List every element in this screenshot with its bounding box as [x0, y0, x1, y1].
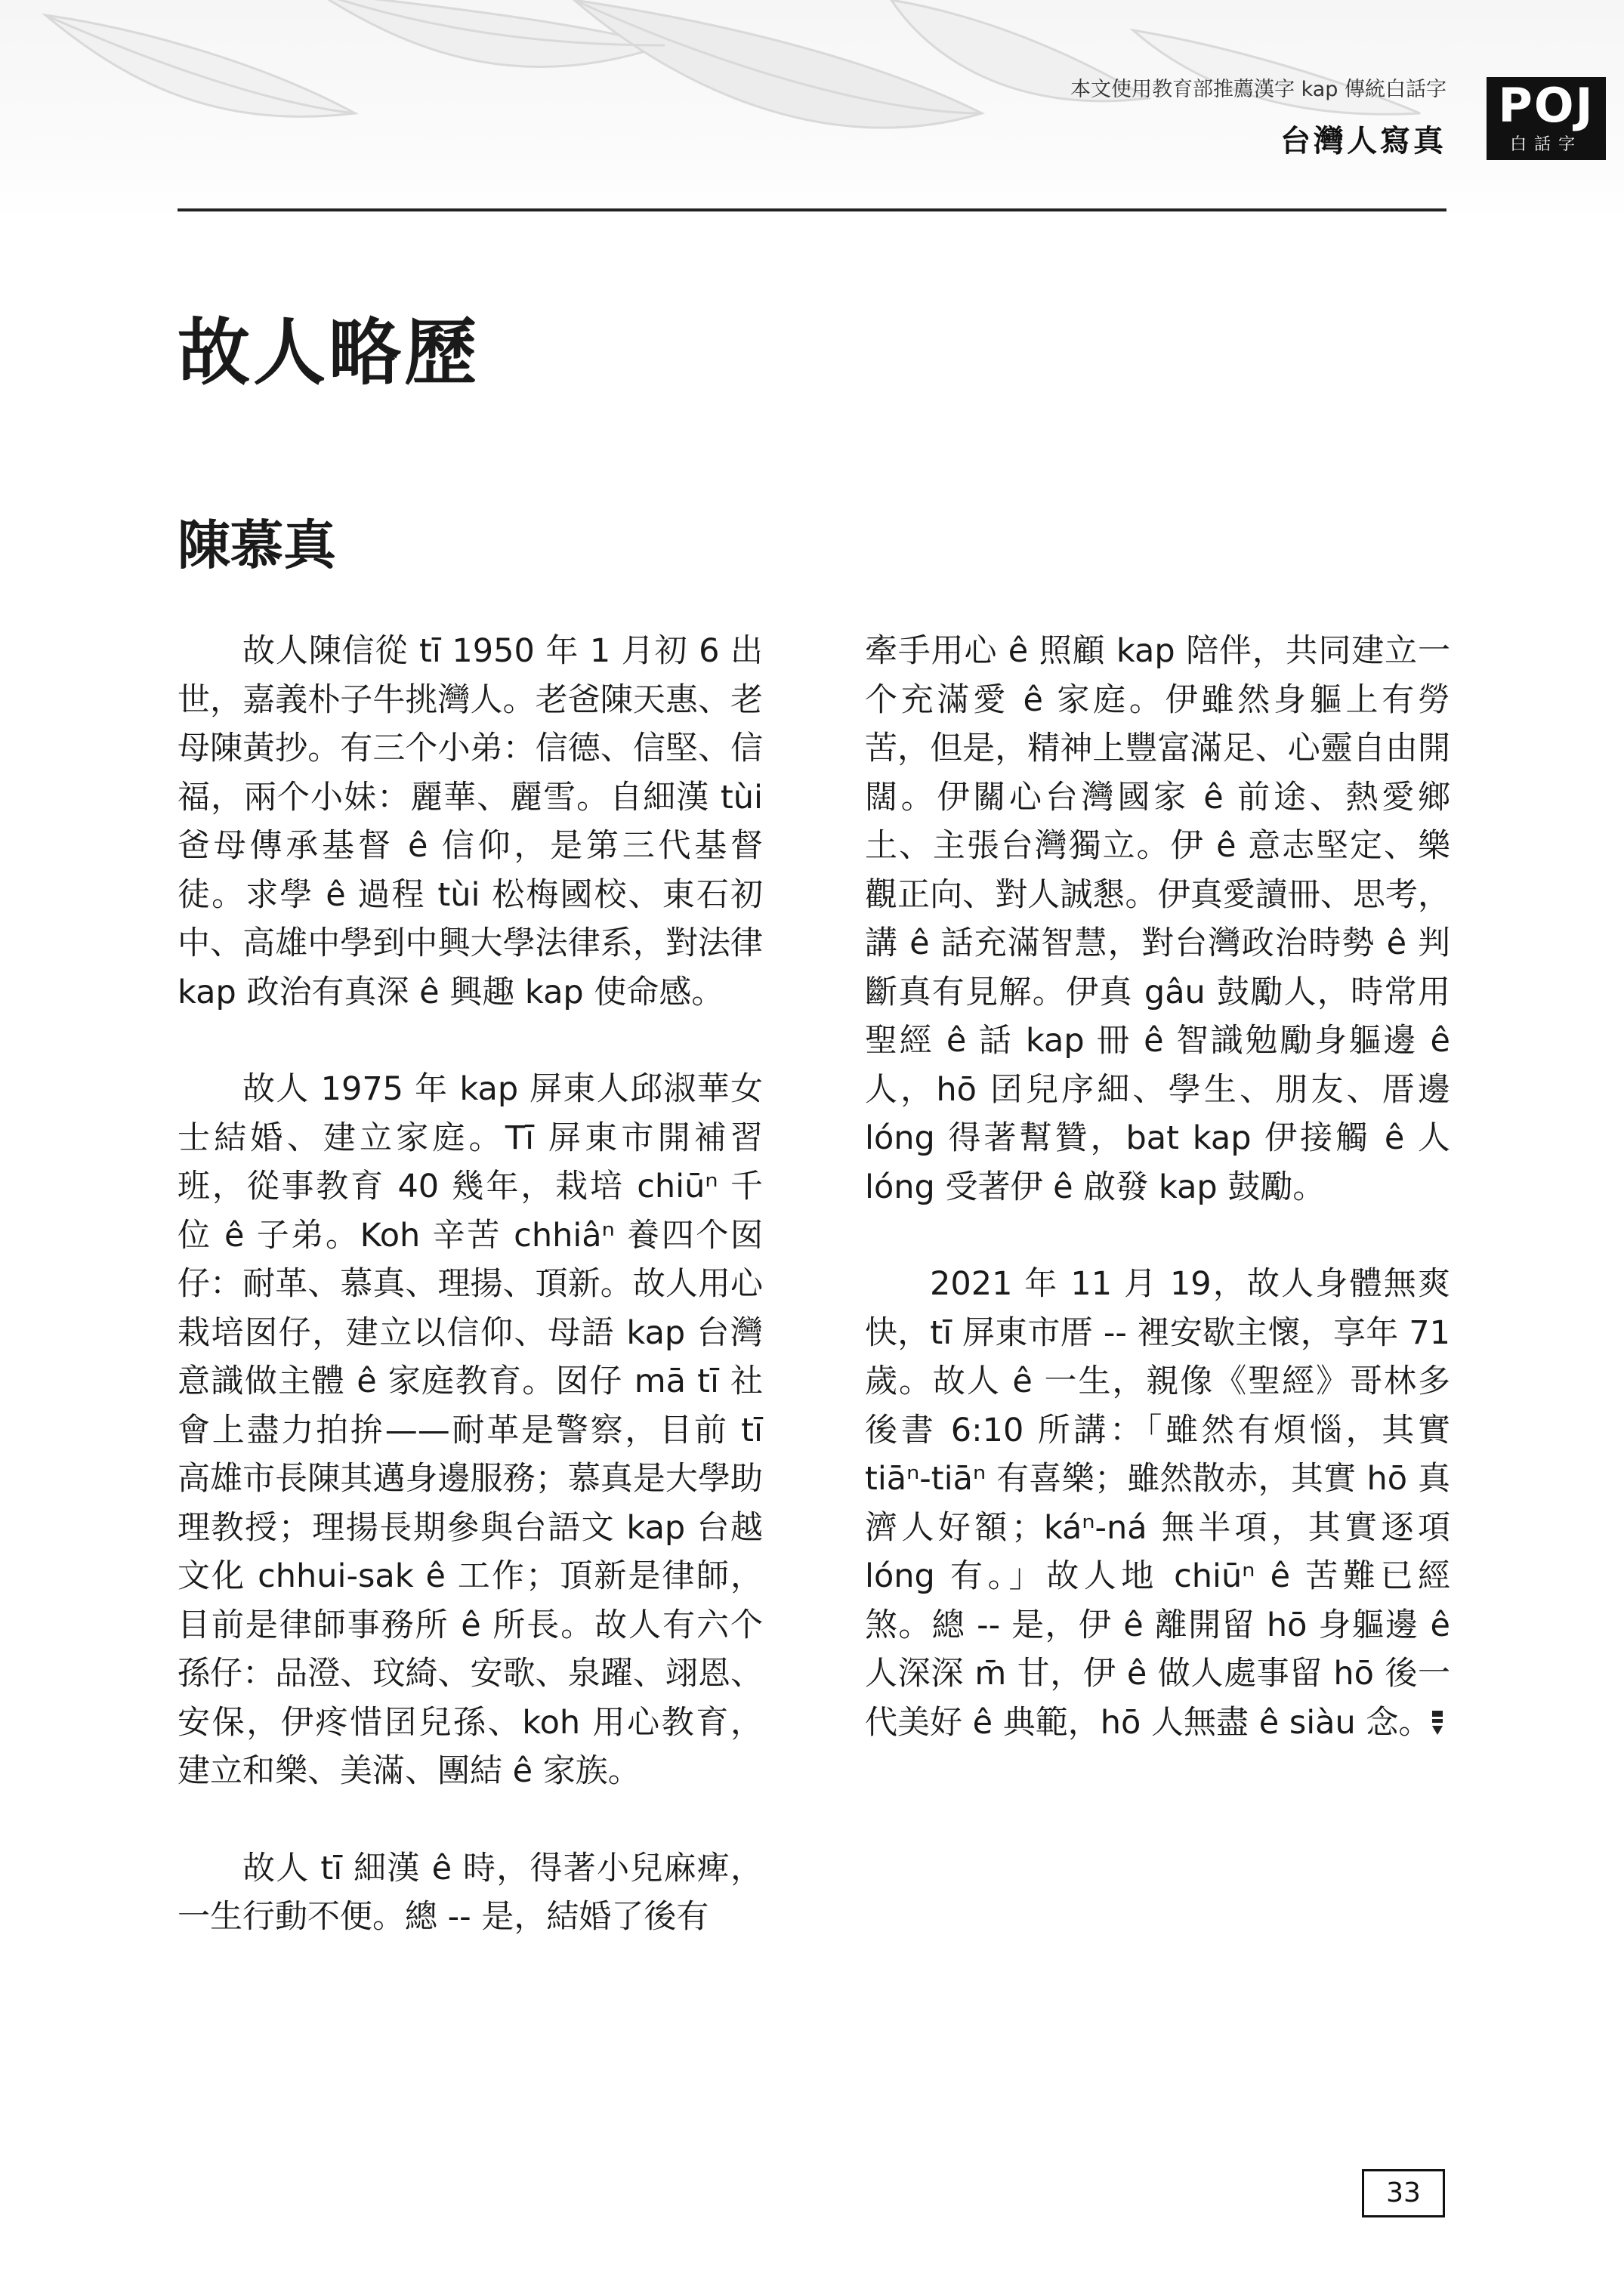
leaf-decoration-icon [0, 0, 1624, 219]
header-section-title: 台灣人寫真 [1280, 124, 1446, 159]
page-number: 33 [1362, 2169, 1445, 2217]
paragraph-3: 故人 tī 細漢 ê 時，得著小兒麻痺，一生行動不便。總 -- 是，結婚了後有 [178, 1849, 763, 1936]
paragraph-2: 故人 1975 年 kap 屏東人邱淑華女士結婚、建立家庭。Tī 屏東市開補習班，從事教育 40 幾年，栽培 chiūⁿ 千位 ê 子弟。Koh 辛苦 chhiâⁿ 養四个囡仔：耐革、慕真、理揚、頂新。故人用心栽培囡仔，建立以信仰、母語 kap 台灣意識做主體 ê 家庭教育。囡仔 mā tī 社會上盡力拍拚——耐革是警察，目前 tī 高雄市長陳其邁身邊服務；慕真是大學助理教授；理揚長期參與台語文 kap 台越文化 chhui-sak ê 工作；頂新是律師，目前是律師事務所 ê 所長。故人有六个孫仔：品澄、玟綺、安歌、泉躍、翊恩、安保，伊疼惜囝兒孫、koh 用心教育，建立和樂、美滿、團結 ê 家族。 [178, 1070, 763, 1790]
paragraph-3-continued: 牽手用心 ê 照顧 kap 陪伴，共同建立一个充滿愛 ê 家庭。伊雖然身軀上有勞苦，但是，精神上豐富滿足、心靈自由開闊。伊關心台灣國家 ê 前途、熱愛鄉土、主張台灣獨立。伊 ê 意志堅定、樂觀正向、對人誠懇。伊真愛讀冊、思考，講 ê 話充滿智慧，對台灣政治時勢 ê 判斷真有見解。伊真 gâu 鼓勵人，時常用聖經 ê 話 kap 冊 ê 智識勉勵身軀邊 ê 人，hō 囝兒序細、學生、朋友、厝邊 lóng 得著幫贊，bat kap 伊接觸 ê 人 lóng 受著伊 ê 啟發 kap 鼓勵。 [865, 632, 1450, 1206]
paragraph-1: 故人陳信從 tī 1950 年 1 月初 6 出世，嘉義朴子牛挑灣人。老爸陳天惠、老母陳黃抄。有三个小弟：信德、信堅、信福，兩个小妹：麗華、麗雪。自細漢 tùi 爸母傳承基督 ê 信仰，是第三代基督徒。求學 ê 過程 tùi 松梅國校、東石初中、高雄中學到中興大學法律系，對法律 kap 政治有真深 ê 興趣 kap 使命感。 [178, 632, 763, 1011]
header-leaf-background [0, 0, 1624, 219]
article-author: 陳慕真 [178, 514, 336, 576]
poj-badge [1487, 77, 1606, 160]
article-title: 故人略歷 [178, 310, 480, 395]
poj-badge-sublabel: 白話字 [1509, 135, 1582, 154]
left-column [178, 627, 763, 1942]
header-usage-note: 本文使用教育部推薦漢字 kap 傳統白話字 [1070, 78, 1446, 101]
poj-badge-label: POJ [1498, 78, 1595, 133]
right-column [865, 627, 1450, 1747]
end-mark-icon [1431, 1709, 1446, 1736]
paragraph-4 [865, 1260, 1450, 1747]
paragraph-4-text: 2021 年 11 月 19，故人身體無爽快，tī 屏東市厝 -- 裡安歇主懷，享年 71 歲。故人 ê 一生，親像《聖經》哥林多後書 6:10 所講：「雖然有煩惱，其實 tiāⁿ-tiāⁿ 有喜樂；雖然散赤，其實 hō 真濟人好額；káⁿ-ná 無半項，其實逐項 lóng 有。」故人地 chiūⁿ ê 苦難已經煞。總 -- 是，伊 ê 離開留 hō 身軀邊 ê 人深深 m̄ 甘，伊 ê 做人處事留 hō 後一代美好 ê 典範，hō 人無盡 ê siàu 念。 [865, 1265, 1450, 1742]
header-divider [178, 208, 1446, 211]
